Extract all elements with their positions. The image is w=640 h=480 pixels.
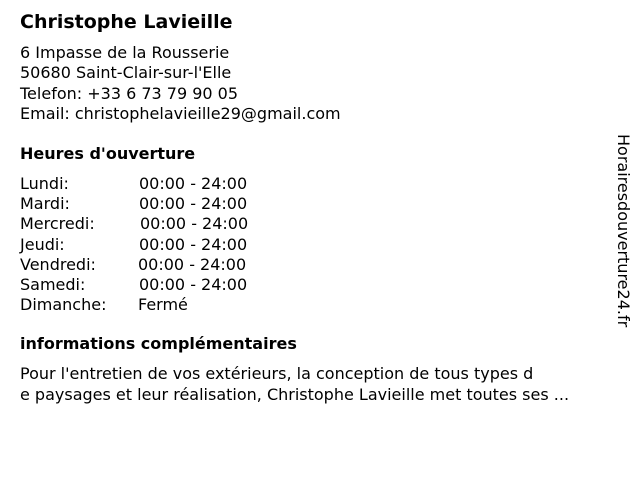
time-value: 00:00 - 24:00 <box>139 174 248 193</box>
day-label: Vendredi: <box>20 254 96 274</box>
day-label: Lundi: <box>20 174 69 193</box>
time-value: 00:00 - 24:00 <box>139 274 248 294</box>
opening-hours-list <box>20 174 320 315</box>
day-label: Jeudi: <box>20 234 65 254</box>
time-value: 00:00 - 24:00 <box>139 234 248 254</box>
hours-row-wednesday <box>20 214 320 234</box>
time-value: 00:00 - 24:00 <box>139 194 248 214</box>
hours-row-sunday <box>20 295 320 315</box>
description-line-2: e paysages et leur réalisation, Christophe Lavieille met toutes ses ... <box>20 384 570 404</box>
hours-row-monday <box>20 174 320 194</box>
day-label: Samedi: <box>20 274 86 294</box>
description-line-1: Pour l'entretien de vos extérieurs, la conception de tous types d <box>20 364 534 383</box>
hours-row-thursday <box>20 235 320 255</box>
email-address: Email: christophelavieille29@gmail.com <box>20 103 341 123</box>
time-value: 00:00 - 24:00 <box>140 214 249 234</box>
address-city: 50680 Saint-Clair-sur-l'Elle <box>20 63 232 83</box>
day-label: Dimanche: <box>20 295 107 315</box>
business-name: Christophe Lavieille <box>20 11 233 33</box>
hours-row-saturday <box>20 275 320 295</box>
time-value: Fermé <box>138 295 188 315</box>
address-street: 6 Impasse de la Rousserie <box>20 43 230 62</box>
business-description <box>20 364 620 405</box>
phone-number: Telefon: +33 6 73 79 90 05 <box>20 83 239 103</box>
hours-heading: Heures d'ouverture <box>20 144 196 163</box>
day-label: Mercredi: <box>20 214 95 234</box>
info-heading: informations complémentaires <box>20 334 297 353</box>
hours-row-friday <box>20 255 320 275</box>
time-value: 00:00 - 24:00 <box>138 254 247 274</box>
contact-block <box>20 43 341 124</box>
day-label: Mardi: <box>20 194 70 214</box>
site-watermark: Horairesdouverture24.fr <box>614 134 633 328</box>
hours-row-tuesday <box>20 194 320 214</box>
